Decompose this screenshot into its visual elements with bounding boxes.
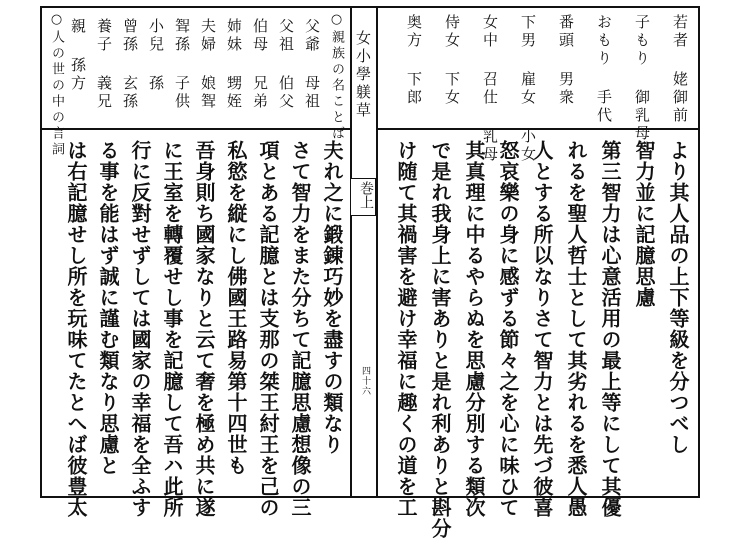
vocab-column: 姉妹 甥姪 [225, 18, 243, 111]
vocab-column: 女中 召仕 乳母 [481, 14, 499, 164]
vocab-column: 若者 姥御前 [671, 14, 689, 125]
vocab-column: 伯母 兄弟 [251, 18, 269, 111]
vocab-column: 夫婦 娘聟 [199, 18, 217, 111]
text-line: 怒哀樂の身に感ずる節々之を心に味ひて [496, 140, 520, 518]
vocab-column: 小兒 孫 [147, 18, 165, 93]
text-line: 智力並に記臆思慮 [632, 140, 656, 308]
text-line: れるを聖人哲士として其劣れるを悉人愚 [564, 140, 588, 518]
kin-terms-header: ○親族の名ことば [329, 12, 344, 142]
text-line: 吾身則ち國家なりと云て奢を極め共に遂 [192, 140, 216, 518]
text-line: に王室を轉覆せし事を記臆して吾ハ此所 [160, 140, 184, 518]
text-line: 行に反對せずしては國家の幸福を全ふす [128, 140, 152, 518]
gutter-line-right [376, 6, 378, 498]
vocab-column: 養子 義兄 [95, 18, 113, 111]
text-line: る事を能はず誠に謹む類なり思慮と [96, 140, 120, 476]
vocab-column: 親 孫方 [69, 18, 87, 93]
text-line: で是れ我身上に害ありと是れ利ありと斟分 [428, 140, 452, 539]
right-upper-divider [378, 128, 700, 130]
book-title: 女小學躾草 [354, 30, 372, 120]
vocab-column: 侍女 下女 [443, 14, 461, 107]
text-line: 人とする所以なりさて智力とは先づ彼喜 [530, 140, 554, 518]
volume-text: 巻上 [358, 181, 374, 209]
left-upper-divider [40, 128, 350, 130]
vocab-column: 父爺 母祖 [303, 18, 321, 111]
volume-label [350, 178, 376, 216]
gutter-line-left [350, 6, 352, 498]
text-line: さて智力をまた分ちて記臆思慮想像の三 [288, 140, 312, 518]
text-line: より其人品の上下等級を分つべし [666, 140, 690, 455]
vocab-column: おもり 手代 [595, 14, 613, 125]
vocab-column: 奥方 下郎 [405, 14, 423, 107]
text-line: は右記臆せし所を玩味てたとへば彼豊太 [64, 140, 88, 518]
vocab-column: 曾孫 玄孫 [121, 18, 139, 111]
vocab-column: 父祖 伯父 [277, 18, 295, 111]
text-line: 項とある記臆とは支那の桀王紂王を己の [256, 140, 280, 518]
next-section-header: ○人の世の中の言詞 [49, 12, 64, 158]
text-line: 私慾を縦にし佛國王路易第十四世も [224, 140, 248, 476]
text-line: 夫れ之に鍛錬巧妙を盡すの類なり [320, 140, 344, 455]
vocab-column: 子もり 御乳母 [633, 14, 651, 143]
vocab-column: 聟孫 子供 [173, 18, 191, 111]
text-line: け随て其禍害を避け幸福に趣くの道を工 [394, 140, 418, 518]
vocab-column: 番頭 男衆 [557, 14, 575, 107]
text-line: 第三智力は心意活用の最上等にして其優 [598, 140, 622, 518]
vocab-column: 下男 雇女 小女 [519, 14, 537, 164]
page-number: 四十六 [360, 366, 370, 396]
text-line: 其真理に中るやらぬを思慮分別する類次 [462, 140, 486, 518]
